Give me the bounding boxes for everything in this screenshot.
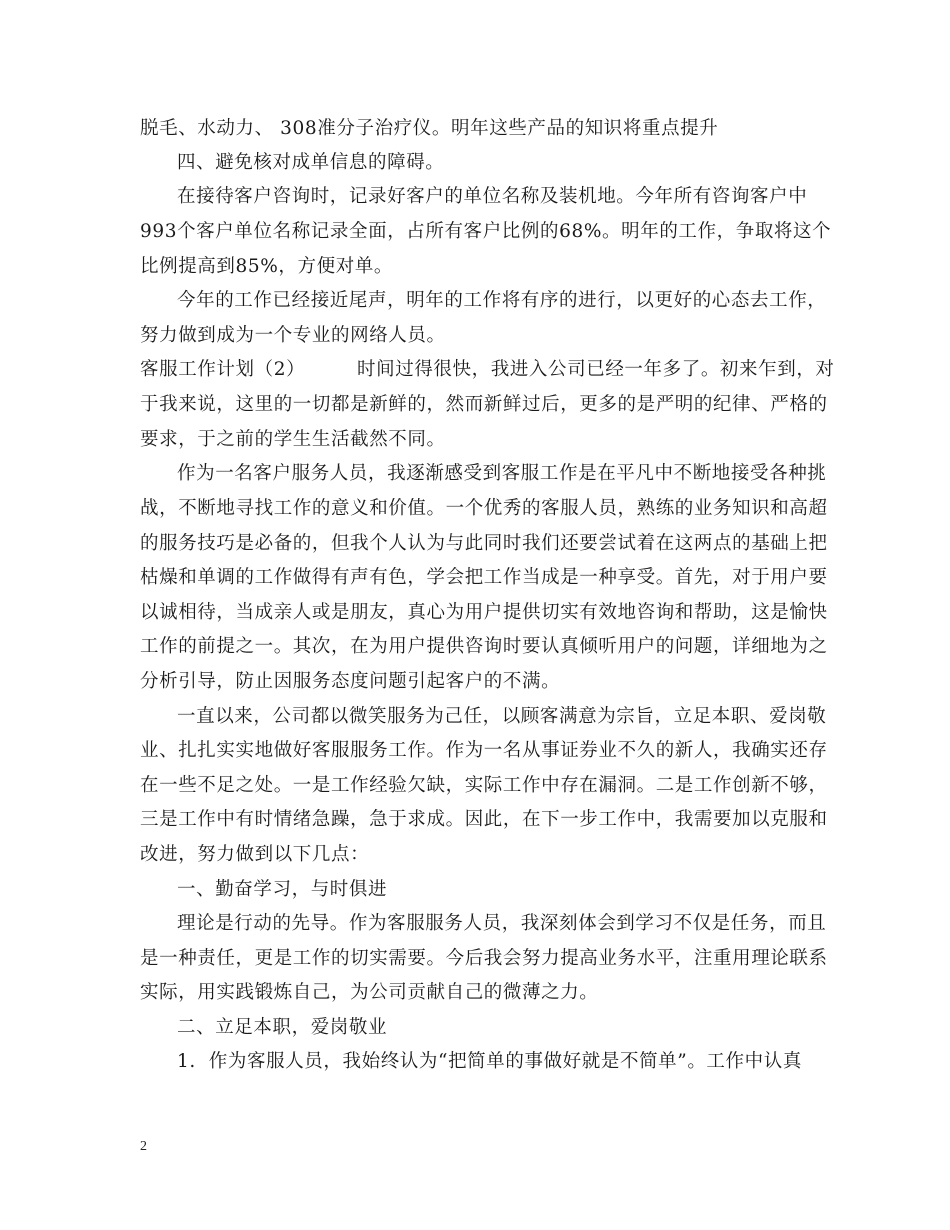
paragraph-line: 工作的前提之一。其次，在为用户提供咨询时要认真倾听用户的问题，详细地为之 [140,636,828,657]
paragraph-line: 客服工作计划（2） 时间过得很快，我进入公司已经一年多了。初来乍到，对 [140,359,835,380]
page-number: 2 [140,1139,147,1154]
section-heading: 一、勤奋学习，与时俱进 [177,879,388,900]
paragraph-line: 努力做到成为一个专业的网络人员。 [140,325,446,346]
paragraph-line: 业、扎扎实实地做好客服服务工作。作为一名从事证券业不久的新人，我确实还存 [140,740,828,761]
paragraph-line: 实际，用实践锻炼自己，为公司贡献自己的微薄之力。 [140,982,599,1003]
paragraph-line: 三是工作中有时情绪急躁，急于求成。因此，在下一步工作中，我需要加以克服和 [140,809,828,830]
paragraph-line: 993个客户单位名称记录全面，占所有客户比例的68%。明年的工作，争取将这个 [140,221,832,242]
paragraph-line: 分析引导，防止因服务态度问题引起客户的不满。 [140,671,561,692]
paragraph-line: 的服务技巧是必备的，但我个人认为与此同时我们还要尝试着在这两点的基础上把 [140,533,828,554]
paragraph-line: 1. 作为客服人员，我始终认为“把简单的事做好就是不简单”。工作中认真 [177,1051,802,1072]
paragraph-line: 于我来说，这里的一切都是新鲜的，然而新鲜过后，更多的是严明的纪律、严格的 [140,394,828,415]
paragraph-line: 战，不断地寻找工作的意义和价值。一个优秀的客服人员，熟练的业务知识和高超 [140,498,828,519]
paragraph-line: 理论是行动的先导。作为客服服务人员，我深刻体会到学习不仅是任务，而且 [177,913,827,934]
paragraph-line: 今年的工作已经接近尾声，明年的工作将有序的进行，以更好的心态去工作， [177,290,827,311]
paragraph-line: 在一些不足之处。一是工作经验欠缺，实际工作中存在漏洞。二是工作创新不够， [140,775,828,796]
paragraph-line: 改进，努力做到以下几点： [140,844,370,865]
paragraph-line: 一直以来，公司都以微笑服务为己任，以顾客满意为宗旨，立足本职、爱岗敬 [177,706,827,727]
paragraph-line: 作为一名客户服务人员，我逐渐感受到客服工作是在平凡中不断地接受各种挑 [177,463,827,484]
section-heading: 四、避免核对成单信息的障碍。 [177,152,445,173]
paragraph-line: 是一种责任，更是工作的切实需要。今后我会努力提高业务水平，注重用理论联系 [140,948,828,969]
paragraph-line: 要求，于之前的学生生活截然不同。 [140,429,446,450]
paragraph-line: 以诚相待，当成亲人或是朋友，真心为用户提供切实有效地咨询和帮助，这是愉快 [140,602,828,623]
paragraph-line: 脱毛、水动力、 308准分子治疗仪。明年这些产品的知识将重点提升 [140,118,719,139]
section-heading: 二、立足本职，爱岗敬业 [177,1017,388,1038]
paragraph-line: 在接待客户咨询时，记录好客户的单位名称及装机地。今年所有咨询客户中 [177,186,808,207]
paragraph-line: 枯燥和单调的工作做得有声有色，学会把工作当成是一种享受。首先，对于用户要 [140,567,828,588]
paragraph-line: 比例提高到85%，方便对单。 [140,256,394,277]
